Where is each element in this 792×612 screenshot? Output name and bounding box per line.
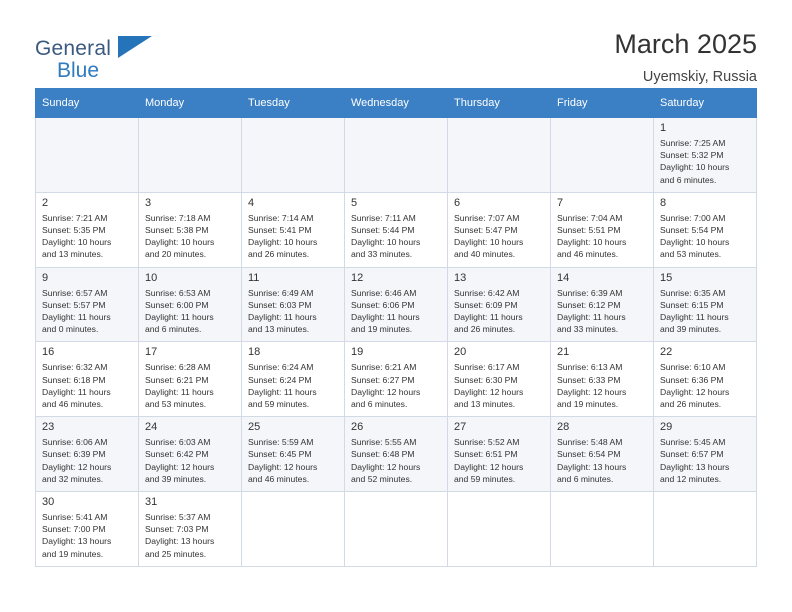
- day-sun-info-line: Sunrise: 6:32 AM: [42, 362, 108, 373]
- day-sun-info-line: Sunrise: 6:49 AM: [248, 287, 314, 298]
- day-sun-info-line: Daylight: 12 hours: [145, 461, 215, 472]
- day-sun-info-line: Sunset: 5:44 PM: [351, 225, 415, 236]
- day-sun-info-line: Sunset: 6:12 PM: [557, 299, 621, 310]
- calendar-day-cell: [242, 118, 345, 193]
- day-sun-info-line: Sunrise: 5:55 AM: [351, 437, 417, 448]
- day-sun-info-line: Sunset: 6:00 PM: [145, 299, 209, 310]
- day-sun-info-line: Daylight: 10 hours: [660, 162, 730, 173]
- day-sun-info-line: Sunset: 5:41 PM: [248, 225, 312, 236]
- day-sun-info: [557, 361, 647, 410]
- day-sun-info-line: Daylight: 13 hours: [557, 461, 627, 472]
- day-sun-info-line: and 46 minutes.: [557, 249, 619, 260]
- calendar-day-cell[interactable]: [139, 342, 242, 417]
- day-sun-info-line: Daylight: 12 hours: [557, 386, 627, 397]
- calendar-day-cell[interactable]: [345, 192, 448, 267]
- day-number: 25: [248, 421, 261, 434]
- day-number: 31: [145, 496, 158, 509]
- day-sun-info-line: and 26 minutes.: [248, 249, 310, 260]
- calendar-day-cell: [242, 492, 345, 567]
- location-subtitle: Uyemskiy, Russia: [642, 68, 757, 85]
- day-number: 28: [557, 421, 570, 434]
- calendar-week-row: [36, 342, 757, 417]
- day-number: 22: [660, 346, 673, 359]
- day-number: 30: [42, 496, 55, 509]
- day-number: 3: [145, 196, 152, 209]
- day-sun-info-line: Sunrise: 5:37 AM: [145, 512, 211, 523]
- day-sun-info-line: Daylight: 10 hours: [557, 237, 627, 248]
- day-sun-info: [660, 212, 750, 261]
- calendar-day-cell: [551, 492, 654, 567]
- day-sun-info-line: Sunset: 5:35 PM: [42, 225, 106, 236]
- weekday-header-thursday: Thursday: [448, 89, 551, 118]
- day-sun-info-line: Sunrise: 6:10 AM: [660, 362, 726, 373]
- day-number: 11: [248, 271, 260, 284]
- weekday-header-row: [36, 89, 757, 118]
- day-sun-info-line: Sunset: 5:47 PM: [454, 225, 518, 236]
- day-sun-info-line: Daylight: 12 hours: [42, 461, 112, 472]
- day-sun-info-line: and 6 minutes.: [351, 399, 408, 410]
- calendar-day-cell[interactable]: [36, 267, 139, 342]
- day-sun-info-line: and 19 minutes.: [557, 399, 619, 410]
- day-sun-info-line: Sunset: 6:09 PM: [454, 299, 518, 310]
- day-sun-info-line: Daylight: 13 hours: [660, 461, 730, 472]
- day-sun-info-line: and 6 minutes.: [557, 473, 614, 484]
- day-sun-info-line: Sunrise: 5:41 AM: [42, 512, 108, 523]
- calendar-day-cell: [448, 492, 551, 567]
- day-sun-info-line: and 6 minutes.: [660, 174, 717, 185]
- calendar-day-cell[interactable]: [36, 417, 139, 492]
- day-sun-info-line: and 26 minutes.: [660, 399, 722, 410]
- day-number: 21: [557, 346, 570, 359]
- day-sun-info-line: Sunset: 6:30 PM: [454, 374, 518, 385]
- title-block: [614, 30, 757, 85]
- day-sun-info-line: Sunset: 6:51 PM: [454, 449, 518, 460]
- day-sun-info-line: Daylight: 10 hours: [42, 237, 112, 248]
- calendar-body: [36, 118, 757, 567]
- logo-text-blue: Blue: [57, 59, 100, 82]
- day-sun-info-line: and 6 minutes.: [145, 324, 202, 335]
- calendar-week-row: [36, 492, 757, 567]
- day-number: 2: [42, 196, 49, 209]
- day-sun-info-line: Daylight: 10 hours: [660, 237, 730, 248]
- day-sun-info: [145, 361, 235, 410]
- day-sun-info: [351, 212, 441, 261]
- day-sun-info-line: Sunset: 6:27 PM: [351, 374, 415, 385]
- day-sun-info-line: and 12 minutes.: [660, 473, 722, 484]
- day-sun-info-line: Daylight: 11 hours: [454, 312, 523, 323]
- calendar-day-cell: [36, 118, 139, 193]
- day-sun-info-line: Sunrise: 6:24 AM: [248, 362, 314, 373]
- calendar-day-cell[interactable]: [448, 267, 551, 342]
- day-number: 19: [351, 346, 364, 359]
- calendar-day-cell[interactable]: [139, 492, 242, 567]
- calendar-table: [35, 88, 757, 567]
- day-sun-info-line: Sunrise: 7:21 AM: [42, 212, 108, 223]
- day-sun-info: [351, 361, 441, 410]
- day-number: 15: [660, 271, 673, 284]
- day-sun-info-line: Sunset: 6:57 PM: [660, 449, 724, 460]
- day-sun-info-line: Sunrise: 5:52 AM: [454, 437, 520, 448]
- day-sun-info-line: Sunrise: 7:25 AM: [660, 138, 726, 148]
- day-sun-info-line: and 59 minutes.: [454, 473, 516, 484]
- day-sun-info-line: and 26 minutes.: [454, 324, 516, 335]
- calendar-day-cell[interactable]: [242, 417, 345, 492]
- day-sun-info-line: Sunrise: 5:59 AM: [248, 437, 314, 448]
- day-sun-info-line: Daylight: 11 hours: [557, 312, 626, 323]
- calendar-day-cell: [139, 118, 242, 193]
- day-sun-info-line: and 19 minutes.: [42, 548, 104, 559]
- day-number: 5: [351, 196, 358, 209]
- day-number: 9: [42, 271, 49, 284]
- day-sun-info-line: and 19 minutes.: [351, 324, 413, 335]
- day-number: 23: [42, 421, 55, 434]
- day-sun-info: [454, 287, 544, 336]
- day-sun-info: [42, 287, 132, 336]
- day-sun-info-line: Sunset: 6:42 PM: [145, 449, 209, 460]
- day-sun-info-line: and 39 minutes.: [145, 473, 207, 484]
- day-number: 29: [660, 421, 673, 434]
- day-sun-info: [248, 361, 338, 410]
- calendar-week-row: [36, 118, 757, 193]
- calendar-day-cell[interactable]: [654, 417, 757, 492]
- day-sun-info-line: Sunset: 5:51 PM: [557, 225, 621, 236]
- day-sun-info-line: and 59 minutes.: [248, 399, 310, 410]
- calendar-day-cell: [551, 118, 654, 193]
- calendar-day-cell[interactable]: [36, 342, 139, 417]
- calendar-day-cell[interactable]: [448, 342, 551, 417]
- day-sun-info-line: Sunrise: 6:21 AM: [351, 362, 417, 373]
- day-sun-info-line: Daylight: 11 hours: [660, 312, 729, 323]
- calendar-day-cell[interactable]: [242, 342, 345, 417]
- day-sun-info-line: Sunrise: 6:57 AM: [42, 287, 108, 298]
- day-sun-info-line: Sunset: 5:32 PM: [660, 150, 724, 161]
- calendar-day-cell[interactable]: [654, 267, 757, 342]
- day-sun-info-line: Daylight: 10 hours: [454, 237, 524, 248]
- day-sun-info: [248, 212, 338, 261]
- day-sun-info-line: Sunset: 6:06 PM: [351, 299, 415, 310]
- day-sun-info: [557, 436, 647, 485]
- day-sun-info-line: and 25 minutes.: [145, 548, 207, 559]
- day-sun-info-line: Sunrise: 5:48 AM: [557, 437, 623, 448]
- calendar-day-cell[interactable]: [448, 192, 551, 267]
- page-header: [35, 0, 757, 85]
- calendar-day-cell[interactable]: [654, 118, 757, 193]
- day-sun-info-line: Daylight: 13 hours: [42, 536, 112, 547]
- day-sun-info-line: Daylight: 12 hours: [454, 386, 524, 397]
- day-sun-info-line: Sunset: 6:33 PM: [557, 374, 621, 385]
- day-sun-info-line: and 33 minutes.: [351, 249, 413, 260]
- day-sun-info-line: and 0 minutes.: [42, 324, 99, 335]
- calendar-day-cell: [345, 492, 448, 567]
- day-number: 7: [557, 196, 564, 209]
- day-sun-info-line: Sunset: 6:36 PM: [660, 374, 724, 385]
- calendar-day-cell[interactable]: [139, 192, 242, 267]
- day-sun-info-line: Sunset: 7:03 PM: [145, 524, 209, 535]
- calendar-day-cell[interactable]: [654, 192, 757, 267]
- weekday-header-monday: Monday: [139, 89, 242, 118]
- day-sun-info-line: and 32 minutes.: [42, 473, 104, 484]
- day-sun-info-line: Daylight: 11 hours: [145, 386, 214, 397]
- logo-text-general: General: [35, 37, 112, 60]
- day-sun-info-line: Daylight: 13 hours: [145, 536, 215, 547]
- day-sun-info-line: Daylight: 11 hours: [42, 386, 111, 397]
- day-sun-info: [660, 361, 750, 410]
- day-sun-info-line: Sunset: 7:00 PM: [42, 524, 106, 535]
- day-sun-info-line: and 39 minutes.: [660, 324, 722, 335]
- day-sun-info: [42, 436, 132, 485]
- day-sun-info-line: Daylight: 12 hours: [351, 461, 421, 472]
- day-sun-info: [454, 361, 544, 410]
- day-sun-info-line: Sunrise: 7:11 AM: [351, 212, 416, 223]
- day-sun-info-line: Sunrise: 7:07 AM: [454, 212, 520, 223]
- general-blue-logo: [35, 30, 155, 82]
- day-number: 6: [454, 196, 461, 209]
- day-sun-info: [248, 436, 338, 485]
- calendar-day-cell[interactable]: [551, 192, 654, 267]
- calendar-day-cell[interactable]: [654, 342, 757, 417]
- weekday-header-wednesday: Wednesday: [345, 89, 448, 118]
- day-number: 17: [145, 346, 158, 359]
- day-sun-info: [42, 511, 132, 560]
- day-sun-info-line: Sunset: 6:03 PM: [248, 299, 312, 310]
- day-number: 20: [454, 346, 467, 359]
- calendar-day-cell[interactable]: [551, 342, 654, 417]
- day-sun-info-line: Sunrise: 7:04 AM: [557, 212, 623, 223]
- day-sun-info-line: Daylight: 11 hours: [351, 312, 420, 323]
- day-sun-info-line: Sunrise: 6:39 AM: [557, 287, 623, 298]
- day-sun-info-line: Sunrise: 6:03 AM: [145, 437, 211, 448]
- day-sun-info-line: Sunset: 6:24 PM: [248, 374, 312, 385]
- weekday-header-sunday: Sunday: [36, 89, 139, 118]
- day-sun-info: [660, 137, 750, 186]
- day-number: 13: [454, 271, 467, 284]
- calendar-day-cell[interactable]: [242, 192, 345, 267]
- weekday-header-saturday: Saturday: [654, 89, 757, 118]
- day-sun-info-line: Daylight: 12 hours: [454, 461, 524, 472]
- calendar-day-cell[interactable]: [36, 192, 139, 267]
- day-sun-info-line: Sunset: 6:39 PM: [42, 449, 106, 460]
- day-sun-info-line: and 20 minutes.: [145, 249, 207, 260]
- day-number: 27: [454, 421, 467, 434]
- day-sun-info-line: Sunset: 5:57 PM: [42, 299, 106, 310]
- day-sun-info-line: Sunrise: 6:06 AM: [42, 437, 108, 448]
- day-sun-info-line: Sunset: 6:48 PM: [351, 449, 415, 460]
- day-sun-info: [351, 287, 441, 336]
- day-sun-info-line: Daylight: 11 hours: [42, 312, 111, 323]
- calendar-day-cell[interactable]: [36, 492, 139, 567]
- day-sun-info-line: Daylight: 10 hours: [145, 237, 215, 248]
- day-sun-info-line: Sunset: 5:38 PM: [145, 225, 209, 236]
- calendar-day-cell[interactable]: [551, 267, 654, 342]
- day-sun-info-line: Sunrise: 7:14 AM: [248, 212, 314, 223]
- day-sun-info: [454, 212, 544, 261]
- day-number: 12: [351, 271, 364, 284]
- calendar-day-cell[interactable]: [139, 417, 242, 492]
- day-number: 24: [145, 421, 158, 434]
- day-sun-info-line: Sunrise: 6:17 AM: [454, 362, 520, 373]
- day-sun-info-line: Sunrise: 6:46 AM: [351, 287, 417, 298]
- day-sun-info-line: Sunrise: 7:00 AM: [660, 212, 726, 223]
- logo-flag-icon: [118, 36, 152, 58]
- calendar-day-cell[interactable]: [551, 417, 654, 492]
- day-sun-info: [145, 287, 235, 336]
- day-sun-info: [660, 287, 750, 336]
- day-sun-info-line: Daylight: 11 hours: [248, 312, 317, 323]
- day-number: 1: [660, 122, 667, 134]
- day-sun-info-line: Daylight: 11 hours: [248, 386, 317, 397]
- calendar-week-row: [36, 417, 757, 492]
- day-sun-info-line: and 13 minutes.: [42, 249, 104, 260]
- day-sun-info-line: Sunset: 6:15 PM: [660, 299, 724, 310]
- day-sun-info: [42, 361, 132, 410]
- calendar-day-cell: [345, 118, 448, 193]
- day-sun-info-line: Sunset: 6:18 PM: [42, 374, 106, 385]
- day-sun-info-line: and 52 minutes.: [351, 473, 413, 484]
- day-number: 10: [145, 271, 158, 284]
- day-sun-info-line: Sunset: 6:45 PM: [248, 449, 312, 460]
- day-sun-info-line: Sunset: 6:54 PM: [557, 449, 621, 460]
- day-sun-info-line: Sunrise: 6:13 AM: [557, 362, 623, 373]
- day-sun-info-line: Sunrise: 6:42 AM: [454, 287, 520, 298]
- day-sun-info: [248, 287, 338, 336]
- day-sun-info: [351, 436, 441, 485]
- day-sun-info-line: Sunrise: 7:18 AM: [145, 212, 211, 223]
- day-number: 14: [557, 271, 570, 284]
- calendar-day-cell[interactable]: [139, 267, 242, 342]
- day-sun-info-line: and 40 minutes.: [454, 249, 516, 260]
- calendar-day-cell: [654, 492, 757, 567]
- day-sun-info-line: Sunrise: 6:53 AM: [145, 287, 211, 298]
- day-sun-info-line: Daylight: 10 hours: [351, 237, 421, 248]
- day-sun-info-line: and 46 minutes.: [42, 399, 104, 410]
- day-sun-info-line: and 13 minutes.: [454, 399, 516, 410]
- day-sun-info: [660, 436, 750, 485]
- day-sun-info-line: Sunrise: 5:45 AM: [660, 437, 726, 448]
- day-number: 4: [248, 196, 255, 209]
- calendar-day-cell[interactable]: [345, 417, 448, 492]
- day-sun-info-line: Sunset: 5:54 PM: [660, 225, 724, 236]
- day-sun-info-line: Daylight: 11 hours: [145, 312, 214, 323]
- calendar-day-cell[interactable]: [345, 342, 448, 417]
- calendar-week-row: [36, 192, 757, 267]
- day-sun-info-line: Daylight: 12 hours: [248, 461, 318, 472]
- weekday-header-tuesday: Tuesday: [242, 89, 345, 118]
- weekday-header-friday: Friday: [551, 89, 654, 118]
- calendar-week-row: [36, 267, 757, 342]
- day-sun-info: [454, 436, 544, 485]
- day-sun-info-line: and 53 minutes.: [145, 399, 207, 410]
- calendar-day-cell: [448, 118, 551, 193]
- day-sun-info-line: and 46 minutes.: [248, 473, 310, 484]
- day-sun-info-line: Sunrise: 6:35 AM: [660, 287, 726, 298]
- day-sun-info: [557, 212, 647, 261]
- day-sun-info-line: Sunrise: 6:28 AM: [145, 362, 211, 373]
- day-sun-info-line: Daylight: 10 hours: [248, 237, 318, 248]
- day-sun-info-line: Daylight: 12 hours: [351, 386, 421, 397]
- calendar-day-cell[interactable]: [345, 267, 448, 342]
- day-sun-info: [42, 212, 132, 261]
- day-sun-info: [145, 511, 235, 560]
- day-sun-info-line: and 53 minutes.: [660, 249, 722, 260]
- day-number: 16: [42, 346, 55, 359]
- day-sun-info-line: and 33 minutes.: [557, 324, 619, 335]
- day-sun-info-line: and 13 minutes.: [248, 324, 310, 335]
- day-sun-info-line: Sunset: 6:21 PM: [145, 374, 209, 385]
- day-number: 8: [660, 196, 667, 209]
- day-sun-info: [145, 436, 235, 485]
- day-sun-info-line: Daylight: 12 hours: [660, 386, 730, 397]
- day-number: 26: [351, 421, 364, 434]
- day-number: 18: [248, 346, 261, 359]
- calendar-day-cell[interactable]: [242, 267, 345, 342]
- page-title: March 2025: [614, 29, 757, 59]
- calendar-day-cell[interactable]: [448, 417, 551, 492]
- day-sun-info: [557, 287, 647, 336]
- day-sun-info: [145, 212, 235, 261]
